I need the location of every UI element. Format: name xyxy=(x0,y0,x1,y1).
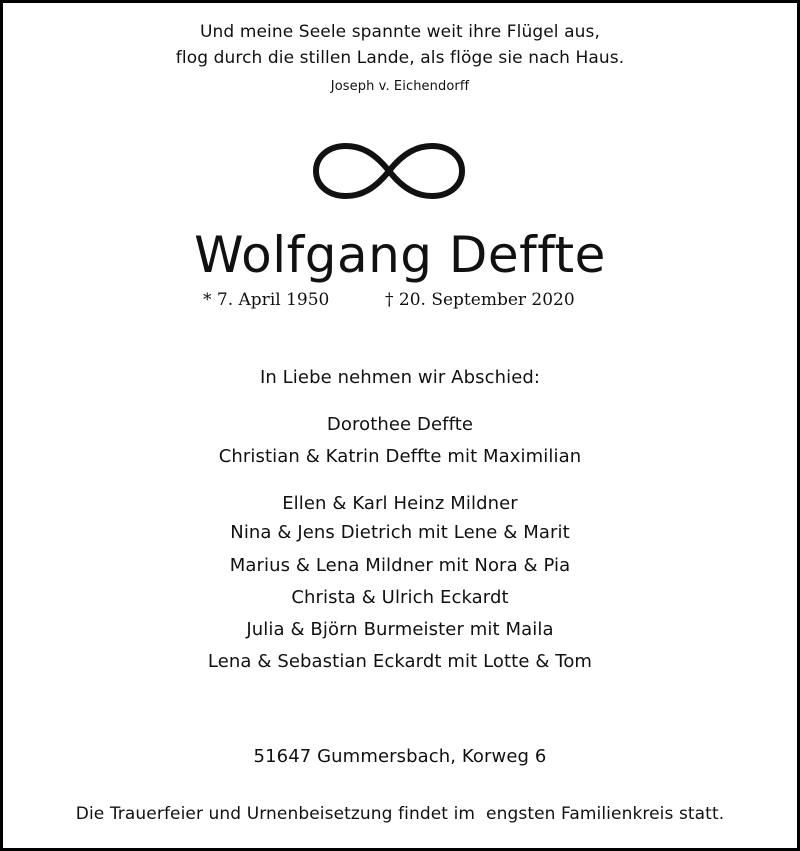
mourner-line: Christian & Katrin Deffte mit Maximilian xyxy=(218,446,582,467)
infinity-icon xyxy=(310,140,468,202)
death-date: † 20. September 2020 xyxy=(385,290,575,310)
mourner-line: Christa & Ulrich Eckardt xyxy=(291,587,509,608)
mourner-line: Nina & Jens Dietrich mit Lene & Marit xyxy=(230,522,570,543)
mourner-line: Ellen & Karl Heinz Mildner xyxy=(282,493,518,514)
mourner-line: Marius & Lena Mildner mit Nora & Pia xyxy=(229,555,571,576)
mourning-address: 51647 Gummersbach, Korweg 6 xyxy=(253,746,547,767)
mourner-line: Julia & Björn Burmeister mit Maila xyxy=(246,619,554,640)
mourner-line: Lena & Sebastian Eckardt mit Lotte & Tom xyxy=(207,651,593,672)
mourner-line: Dorothee Deffte xyxy=(326,414,474,435)
birth-date: * 7. April 1950 xyxy=(203,290,330,310)
farewell-intro: In Liebe nehmen wir Abschied: xyxy=(259,367,541,388)
quote-line-2: flog durch die stillen Lande, als flöge sie nach Haus. xyxy=(175,48,625,68)
life-dates xyxy=(0,290,800,316)
deceased-name: Wolfgang Deffte xyxy=(194,226,606,284)
quote-author: Joseph v. Eichendorff xyxy=(330,79,470,94)
funeral-notice: Die Trauerfeier und Urnenbeisetzung findet im engsten Familienkreis statt. xyxy=(75,804,725,824)
quote-line-1: Und meine Seele spannte weit ihre Flügel aus, xyxy=(200,22,600,42)
